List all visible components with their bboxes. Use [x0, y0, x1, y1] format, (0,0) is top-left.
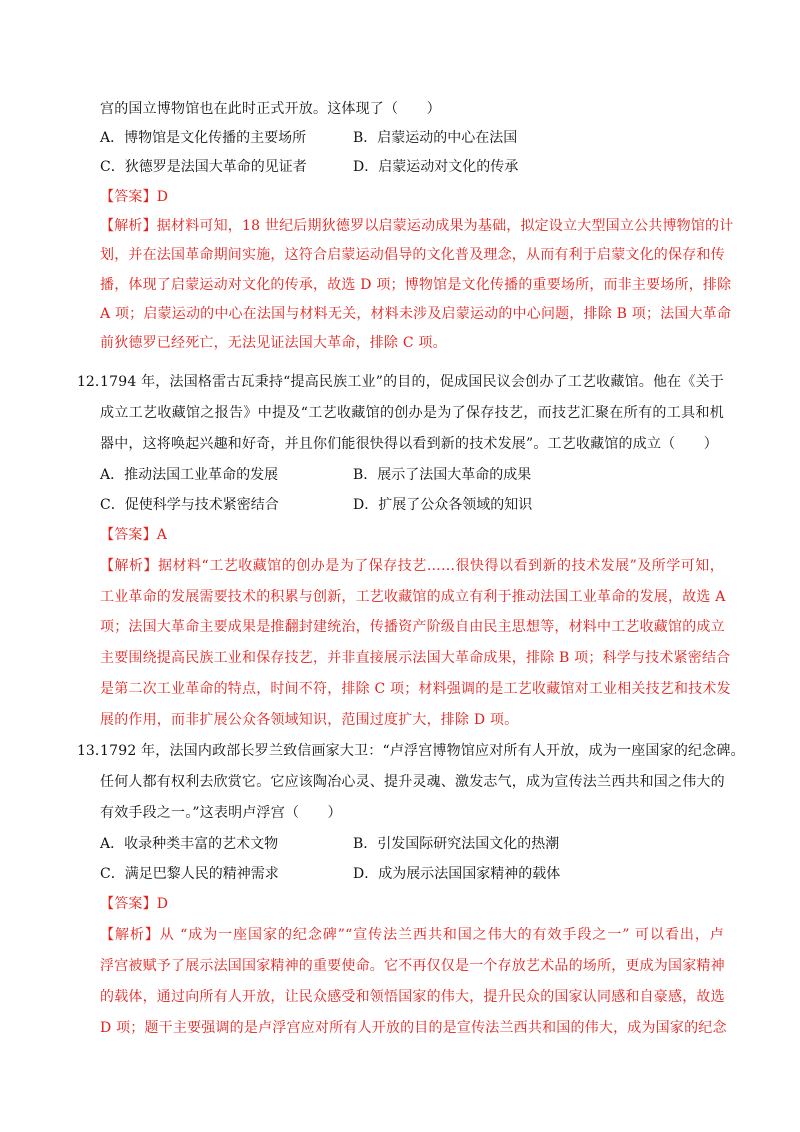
q12-option-c: C．促使科学与技术紧密结合 — [100, 497, 279, 513]
q12-option-d: D．扩展了公众各领域的知识 — [353, 497, 533, 513]
q12-analysis-line: 是第二次工业革命的特点，时间不符，排除 C 项；材料强调的是工艺收藏馆对工业相关技艺和技术发 — [100, 681, 731, 697]
q11-option-b: B．启蒙运动的中心在法国 — [353, 130, 518, 146]
q12-analysis-line: 工业革命的发展需要技术的积累与创新，工艺收藏馆的成立有利于推动法国工业革命的发展，故选 A — [100, 589, 726, 605]
q12-answer: 【答案】A — [100, 527, 168, 543]
q13-analysis-line: D 项；题干主要强调的是卢浮宫应对所有人开放的目的是宣传法兰西共和国的伟大，成为国家的纪念 — [100, 1020, 727, 1036]
q11-analysis-line: 播，体现了启蒙运动对文化的传承，故选 D 项；博物馆是文化传播的重要场所，而非主要场所，排除 — [100, 277, 732, 293]
q12-option-b: B．展示了法国大革命的成果 — [353, 467, 532, 483]
q12-analysis-line: 【解析】据材料“工艺收藏馆的创办是为了保存技艺……很快得以看到新的技术发展”及所学可知， — [100, 558, 724, 574]
q11-analysis-line: 【解析】据材料可知，18 世纪后期狄德罗以启蒙运动成果为基础，拟定设立大型国立公共博物馆的计 — [100, 218, 734, 234]
q13-answer: 【答案】D — [100, 896, 169, 912]
q12-number: 12． — [77, 374, 109, 390]
q13-stem-line: 任何人都有权利去欣赏它。它应该陶冶心灵、提升灵魂、激发志气，成为宣传法兰西共和国之伟大的 — [100, 774, 725, 790]
q12-analysis-line: 项；法国大革命主要成果是推翻封建统治，传播资产阶级自由民主思想等，材料中工艺收藏馆的成立 — [100, 619, 725, 635]
q13-option-b: B．引发国际研究法国文化的热潮 — [353, 836, 560, 852]
q13-option-a: A．收录种类丰富的艺术文物 — [100, 836, 279, 852]
q12-analysis-line: 展的作用，而非扩展公众各领域知识，范围过度扩大，排除 D 项。 — [100, 712, 519, 728]
q13-analysis-line: 浮宫被赋予了展示法国国家精神的重要使命。它不再仅仅是一个存放艺术品的场所，更成为国家精神 — [100, 958, 725, 974]
q12-analysis-line: 主要围绕提高民族工业和保存技艺，并非直接展示法国大革命成果，排除 B 项；科学与技术紧密结合 — [100, 650, 731, 666]
q11-analysis-line: A 项；启蒙运动的中心在法国与材料无关，材料未涉及启蒙运动的中心问题，排除 B 项；法国大革命 — [100, 306, 732, 322]
q11-answer: 【答案】D — [100, 189, 169, 205]
q13-stem-line: 有效手段之一。”这表明卢浮宫（ ） — [100, 805, 342, 821]
q13-stem-line: 1792 年，法国内政部长罗兰致信画家大卫：“卢浮宫博物馆应对所有人开放，成为一座国家的纪念碑。 — [100, 743, 745, 759]
q11-analysis-line: 划，并在法国革命期间实施，这符合启蒙运动倡导的文化普及理念，从而有利于启蒙文化的保存和传 — [100, 247, 725, 263]
q13-option-d: D．成为展示法国国家精神的载体 — [353, 866, 561, 882]
q11-analysis-line: 前狄德罗已经死亡，无法见证法国大革命，排除 C 项。 — [100, 335, 447, 351]
q13-number: 13． — [77, 743, 109, 759]
q12-stem-line: 器中，这将唤起兴趣和好奇，并且你们能很快得以看到新的技术发展”。工艺收藏馆的成立（ ） — [100, 436, 718, 452]
q11-stem-tail: 宫的国立博物馆也在此时正式开放。这体现了（ ） — [100, 101, 441, 117]
q11-option-c: C．狄德罗是法国大革命的见证者 — [100, 159, 307, 175]
q12-stem-line: 1794 年，法国格雷古瓦秉持“提高民族工业”的目的，促成国民议会创办了工艺收藏馆。他在《关于 — [100, 374, 724, 390]
q13-analysis-line: 【解析】从 “成为一座国家的纪念碑”“宣传法兰西共和国之伟大的有效手段之一” 可以看出，卢 — [100, 927, 724, 943]
q12-option-a: A．推动法国工业革命的发展 — [100, 467, 279, 483]
q13-analysis-line: 的载体，通过向所有人开放，让民众感受和领悟国家的伟大，提升民众的国家认同感和自豪感，故选 — [100, 989, 725, 1005]
q11-option-a: A．博物馆是文化传播的主要场所 — [100, 130, 307, 146]
q11-option-d: D．启蒙运动对文化的传承 — [353, 159, 519, 175]
q13-option-c: C．满足巴黎人民的精神需求 — [100, 866, 279, 882]
q12-stem-line: 成立工艺收藏馆之报告》中提及“工艺收藏馆的创办是为了保存技艺，而技艺汇聚在所有的工具和机 — [100, 405, 724, 421]
